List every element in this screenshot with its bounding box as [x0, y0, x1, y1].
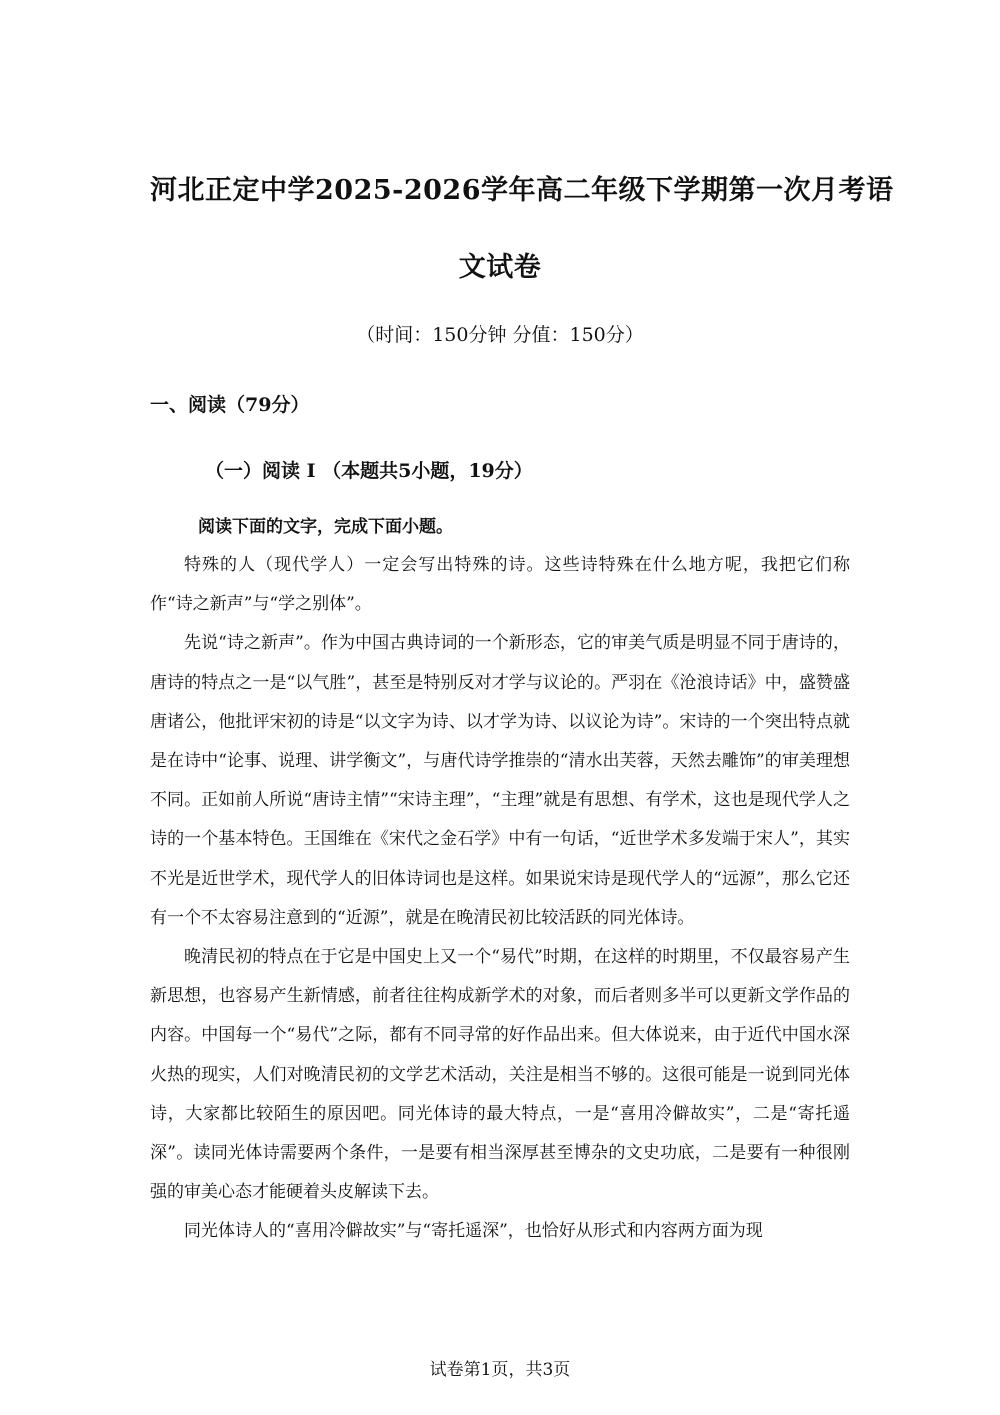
exam-title-line-2: 文试卷 — [458, 252, 542, 283]
exam-time-and-score: （时间：150分钟 分值：150分） — [356, 324, 644, 346]
reading-passage — [150, 546, 850, 1252]
section-heading: 一、阅读（79分） — [150, 394, 310, 416]
page-footer: 试卷第1页，共3页 — [429, 1360, 571, 1380]
passage-paragraph-3: 晚清民初的特点在于它是中国史上又一个“易代”时期，在这样的时期里，不仅最容易产生新思想，也容易产生新情感，前者往往构成新学术的对象，而后者则多半可以更新文学作品的内容。中国每一个“易代”之际，都有不同寻常的好作品出来。但大体说来，由于近代中国水深火热的现实，人们对晚清民初的文学艺术活动，关注是相当不够的。这很可能是一说到同光体诗，大家都比较陌生的原因吧。同光体诗的最大特点，一是“喜用冷僻故实”，二是“寄托遥深”。读同光体诗需要两个条件，一是要有相当深厚甚至博杂的文史功底，二是要有一种很刚强的审美心态才能硬着头皮解读下去。 — [150, 947, 850, 1203]
exam-title-line-1: 河北正定中学2025-2026学年高二年级下学期第一次月考语 — [150, 175, 894, 206]
passage-paragraph-2: 先说“诗之新声”。作为中国古典诗词的一个新形态，它的审美气质是明显不同于唐诗的，唐诗的特点之一是“以气胜”，甚至是特别反对才学与议论的。严羽在《沧浪诗话》中，盛赞盛唐诸公，他批评宋初的诗是“以文字为诗、以才学为诗、以议论为诗”。宋诗的一个突出特点就是在诗中“论事、说理、讲学衡文”，与唐代诗学推崇的“清水出芙蓉，天然去雕饰”的审美理想不同。正如前人所说“唐诗主情”“宋诗主理”，“主理”就是有思想、有学术，这也是现代学人之诗的一个基本特色。王国维在《宋代之金石学》中有一句话，“近世学术多发端于宋人”，其实不光是近世学术，现代学人的旧体诗词也是这样。如果说宋诗是现代学人的“远源”，那么它还有一个不太容易注意到的“近源”，就是在晚清民初比较活跃的同光体诗。 — [150, 633, 850, 928]
subsection-heading: （一）阅读 I （本题共5小题，19分） — [205, 460, 533, 482]
reading-instruction: 阅读下面的文字，完成下面小题。 — [198, 517, 453, 537]
passage-paragraph-4: 同光体诗人的“喜用冷僻故实”与“寄托遥深”，也恰好从形式和内容两方面为现 — [184, 1221, 763, 1242]
passage-paragraph-1: 特殊的人（现代学人）一定会写出特殊的诗。这些诗特殊在什么地方呢，我把它们称作“诗之新声”与“学之别体”。 — [150, 555, 850, 615]
